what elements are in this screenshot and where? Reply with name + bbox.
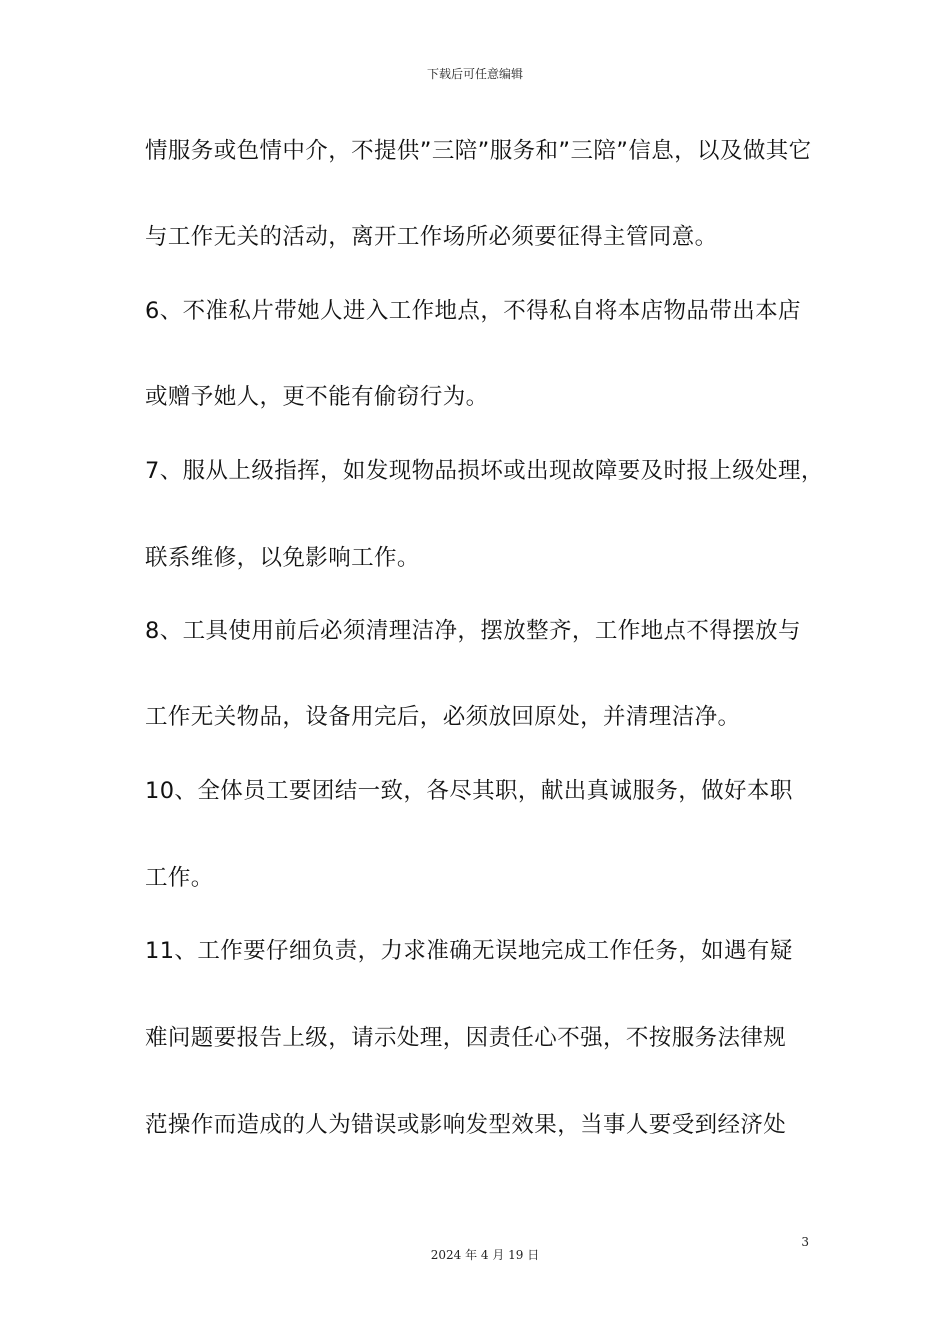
- paragraph-line: 或赠予她人，更不能有偷窃行为。: [145, 384, 489, 410]
- paragraph-line: 与工作无关的活动，离开工作场所必须要征得主管同意。: [145, 224, 718, 250]
- footer-date: 2024 年 4 月 19 日: [430, 1248, 540, 1262]
- paragraph-line: 范操作而造成的人为错误或影响发型效果，当事人要受到经济处: [145, 1112, 787, 1138]
- paragraph-line: 联系维修，以免影响工作。: [145, 545, 420, 571]
- paragraph-line: 8、工具使用前后必须清理洁净，摆放整齐，工作地点不得摆放与: [145, 618, 801, 644]
- paragraph-line: 情服务或色情中介，不提供”三陪”服务和”三陪”信息，以及做其它: [145, 138, 812, 164]
- paragraph-line: 工作。: [145, 865, 214, 891]
- paragraph-line: 11、工作要仔细负责，力求准确无误地完成工作任务，如遇有疑: [145, 938, 793, 964]
- paragraph-line: 10、全体员工要团结一致，各尽其职，献出真诚服务，做好本职: [145, 778, 793, 804]
- paragraph-line: 6、不准私片带她人进入工作地点，不得私自将本店物品带出本店: [145, 298, 801, 324]
- paragraph-line: 7、服从上级指挥，如发现物品损坏或出现故障要及时报上级处理，: [145, 458, 824, 484]
- page-number: 3: [801, 1235, 809, 1249]
- paragraph-line: 工作无关物品，设备用完后，必须放回原处，并清理洁净。: [145, 704, 741, 730]
- paragraph-line: 难问题要报告上级，请示处理，因责任心不强，不按服务法律规: [145, 1025, 787, 1051]
- page-header: 下载后可任意编辑: [426, 67, 523, 81]
